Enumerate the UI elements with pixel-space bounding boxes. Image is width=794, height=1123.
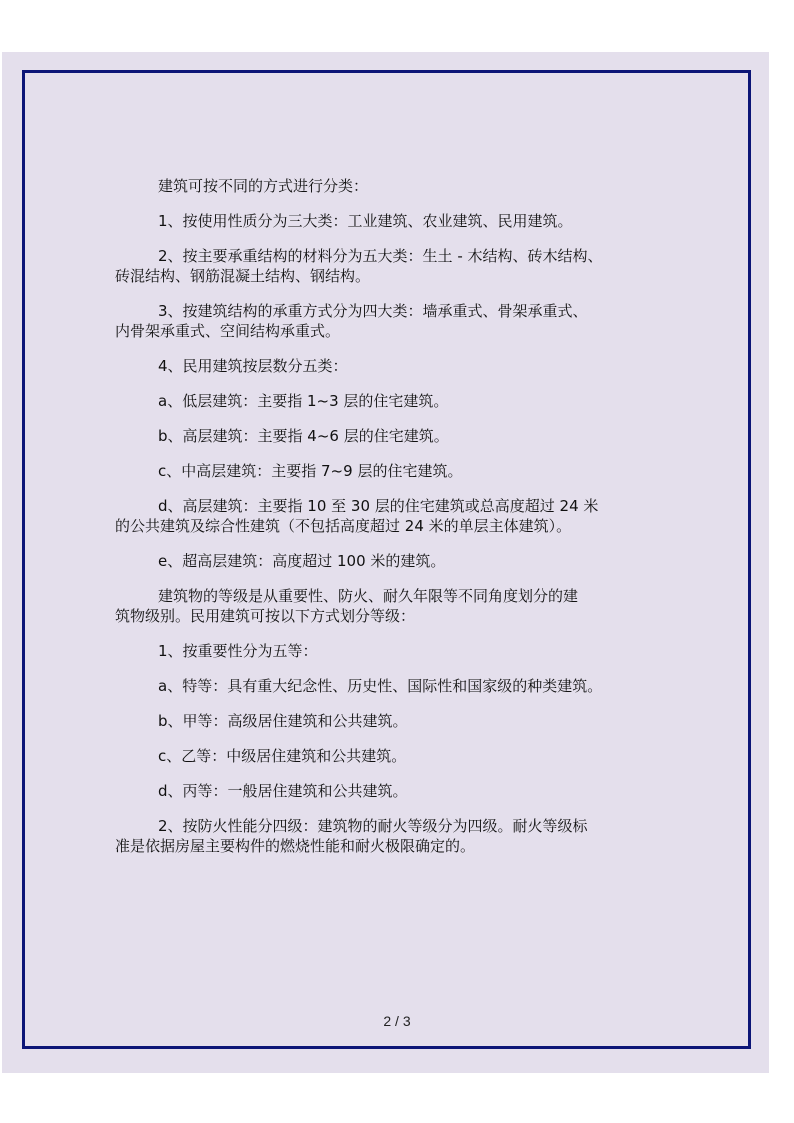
paragraph: [115, 551, 675, 571]
text-line: 2、按主要承重结构的材料分为五大类：生土 - 木结构、砖木结构、: [158, 247, 603, 265]
text-line: a、低层建筑：主要指 1~3 层的住宅建筑。: [158, 392, 449, 410]
text-line: a、特等：具有重大纪念性、历史性、国际性和国家级的种类建筑。: [158, 677, 603, 695]
text-line: b、高层建筑：主要指 4~6 层的住宅建筑。: [158, 427, 449, 445]
text-line: 筑物级别。民用建筑可按以下方式划分等级：: [115, 607, 416, 625]
text-line: 砖混结构、钢筋混凝土结构、钢结构。: [115, 267, 371, 285]
text-line: 4、民用建筑按层数分五类：: [158, 357, 348, 375]
text-line: d、丙等：一般居住建筑和公共建筑。: [158, 782, 408, 800]
text-line: d、高层建筑：主要指 10 至 30 层的住宅建筑或总高度超过 24 米: [158, 497, 599, 515]
document-body: [115, 176, 675, 871]
text-line: c、乙等：中级居住建筑和公共建筑。: [158, 747, 407, 765]
text-line: 3、按建筑结构的承重方式分为四大类：墙承重式、骨架承重式、: [158, 302, 588, 320]
text-line: e、超高层建筑：高度超过 100 米的建筑。: [158, 552, 446, 570]
text-line: 建筑可按不同的方式进行分类：: [158, 177, 369, 195]
paragraph: [115, 391, 675, 411]
paragraph: [115, 676, 675, 696]
text-line: 内骨架承重式、空间结构承重式。: [115, 322, 341, 340]
text-line: b、甲等：高级居住建筑和公共建筑。: [158, 712, 408, 730]
paragraph: [115, 426, 675, 446]
paragraph: [115, 746, 675, 766]
text-line: 1、按使用性质分为三大类：工业建筑、农业建筑、民用建筑。: [158, 212, 573, 230]
paragraph: [115, 176, 675, 196]
paragraph: [115, 711, 675, 731]
paragraph: [115, 586, 675, 626]
paragraph: [115, 816, 675, 856]
paragraph: [115, 211, 675, 231]
text-line: 2、按防火性能分四级：建筑物的耐火等级分为四级。耐火等级标: [158, 817, 588, 835]
text-line: 1、按重要性分为五等：: [158, 642, 318, 660]
paragraph: [115, 301, 675, 341]
text-line: 的公共建筑及综合性建筑（不包括高度超过 24 米的单层主体建筑）。: [115, 517, 572, 535]
paragraph: [115, 246, 675, 286]
paragraph: [115, 496, 675, 536]
text-line: 准是依据房屋主要构件的燃烧性能和耐火极限确定的。: [115, 837, 476, 855]
paragraph: [115, 781, 675, 801]
page-number: 2 / 3: [383, 1013, 411, 1029]
paragraph: [115, 461, 675, 481]
paragraph: [115, 641, 675, 661]
text-line: 建筑物的等级是从重要性、防火、耐久年限等不同角度划分的建: [158, 587, 579, 605]
text-line: c、中高层建筑：主要指 7~9 层的住宅建筑。: [158, 462, 463, 480]
paragraph: [115, 356, 675, 376]
